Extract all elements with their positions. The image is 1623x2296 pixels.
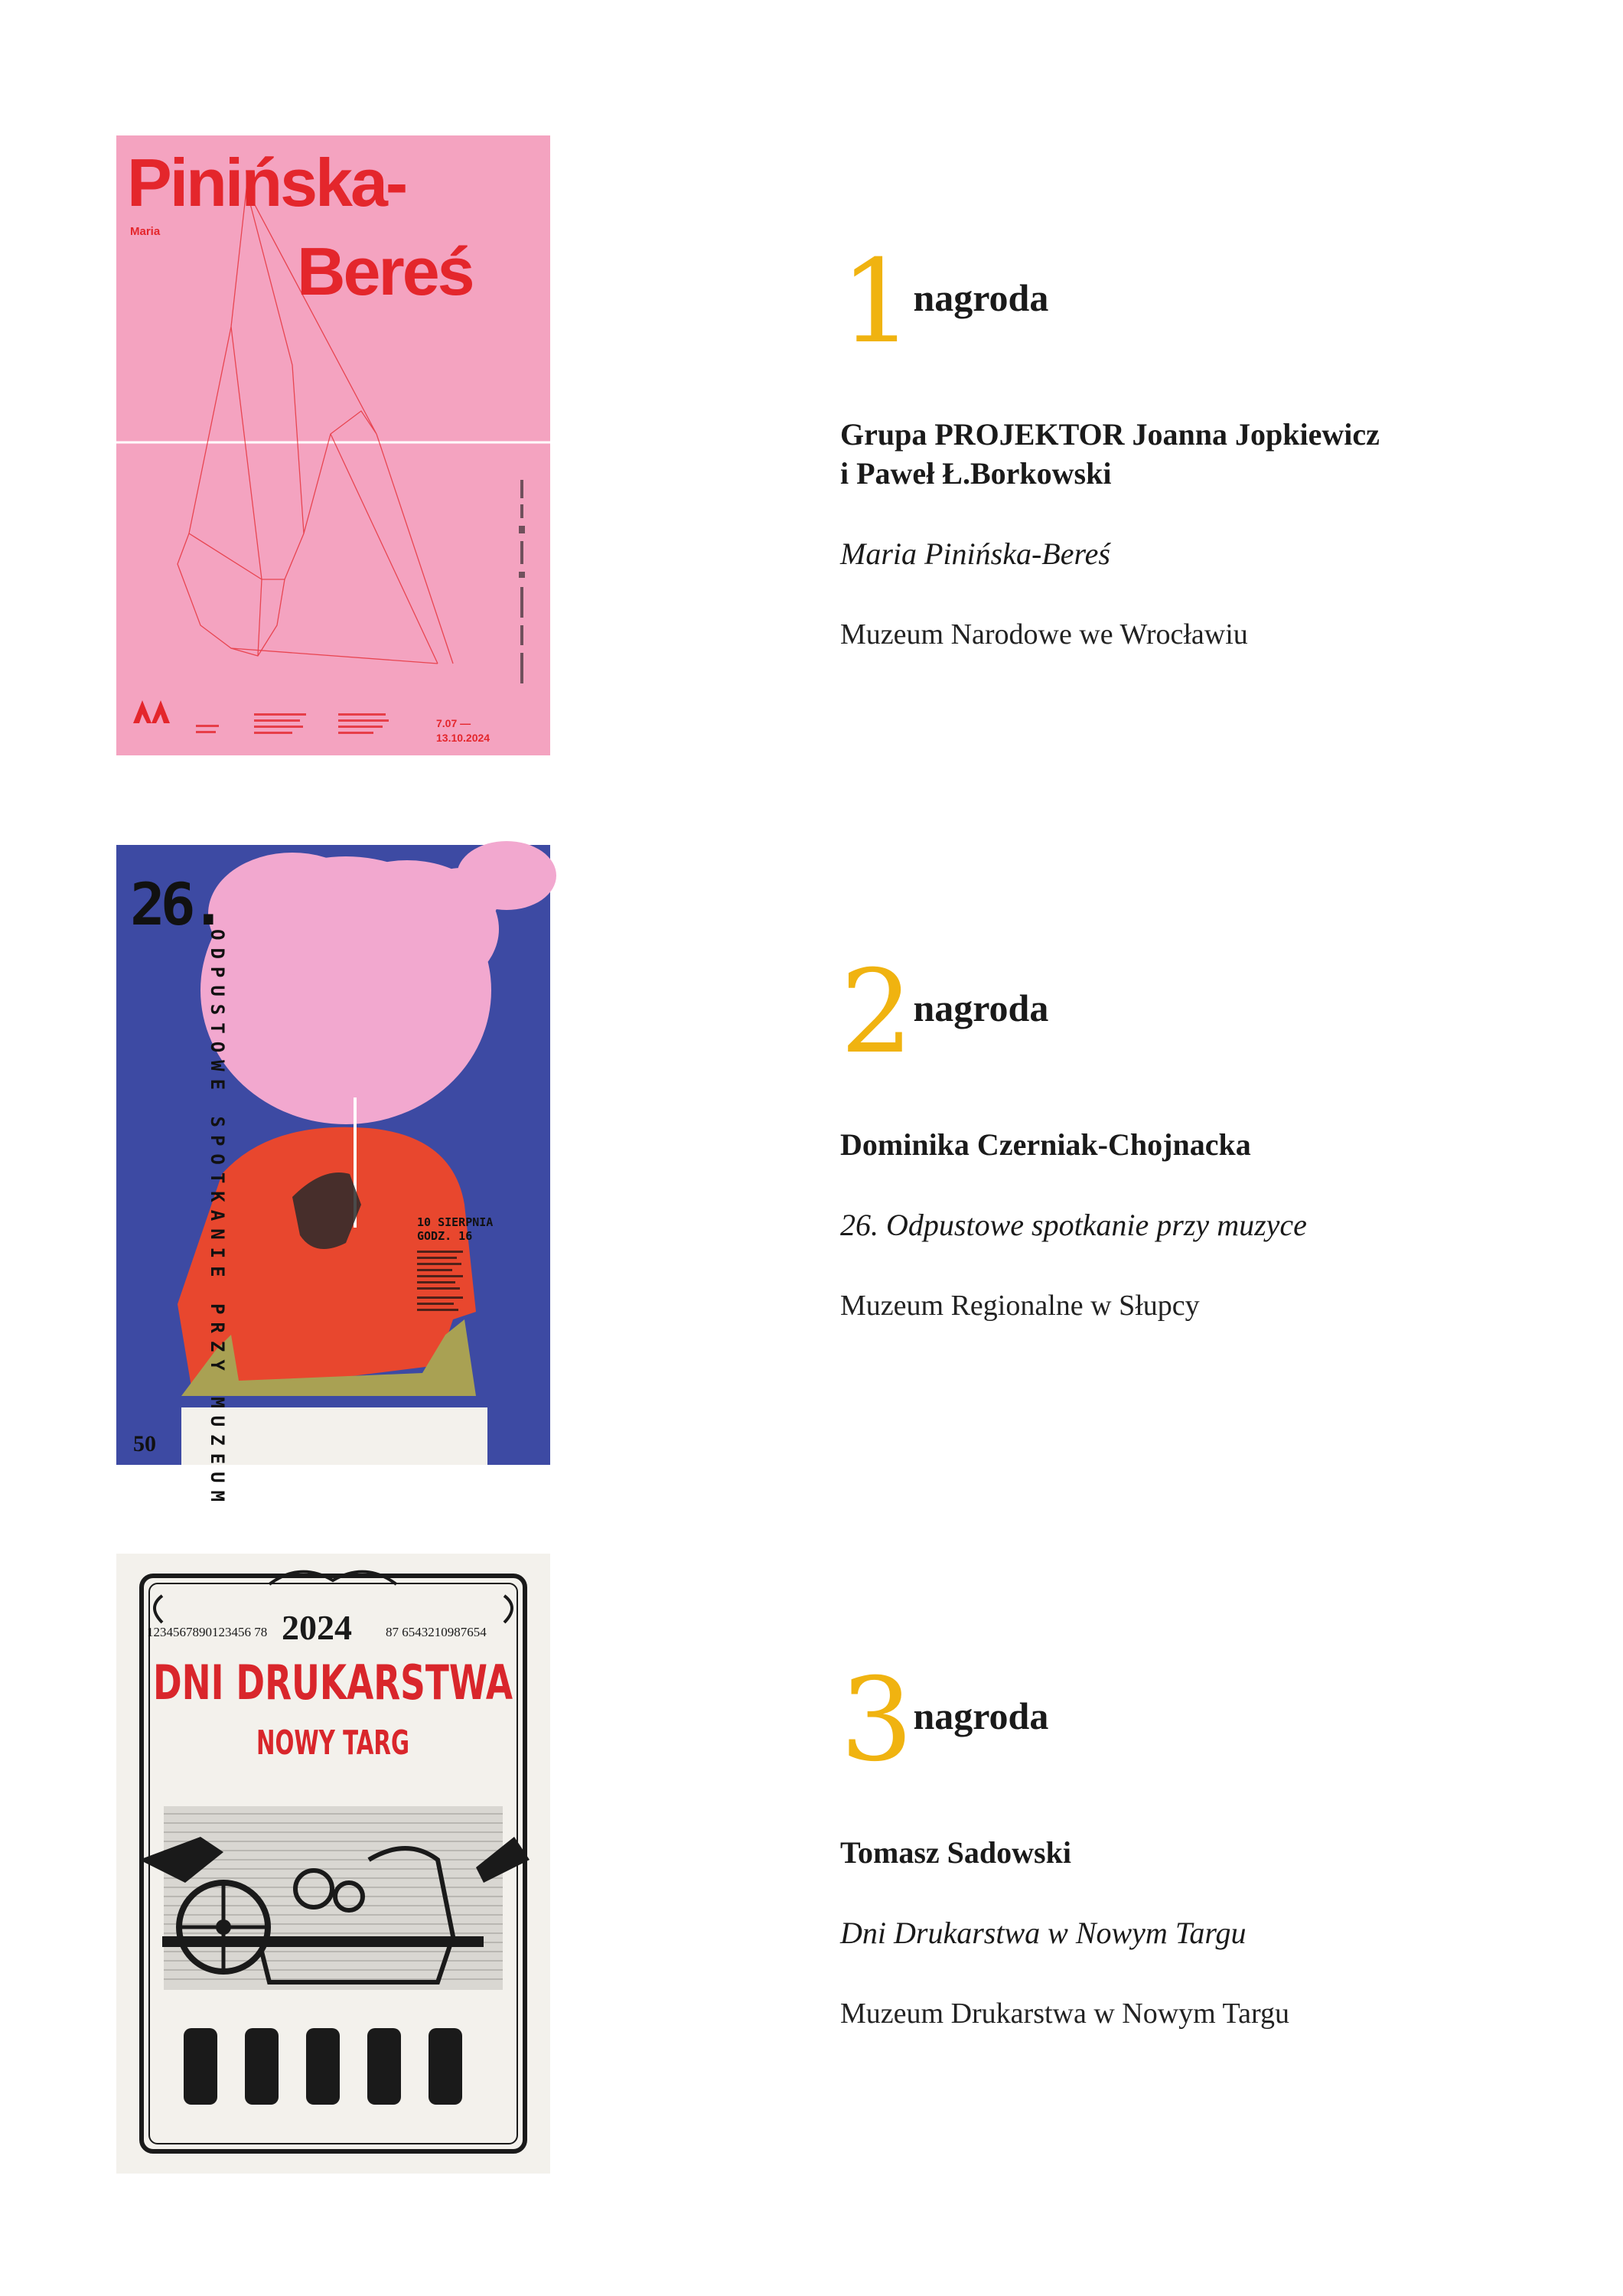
award-1-title: Maria Pinińska-Bereś	[840, 536, 1110, 572]
award-2-museum: Muzeum Regionalne w Słupcy	[840, 1290, 1200, 1322]
poster-1-dates-line2: 13.10.2024	[436, 732, 490, 744]
award-1-author	[840, 415, 1380, 493]
award-3-author-line1: Tomasz Sadowski	[840, 1835, 1071, 1870]
poster-dni-drukarstwa	[116, 1554, 550, 2174]
poster-2-anniversary: 50	[133, 1431, 156, 1456]
award-2-number: 2	[840, 946, 911, 1079]
poster-3-digits-right: 87 6543210987654	[386, 1625, 487, 1639]
award-1-heading	[840, 236, 1380, 369]
poster-1-artwork	[116, 135, 550, 755]
poster-3-heading-line2: NOWY TARG	[256, 1724, 409, 1763]
poster-3-year: 2024	[282, 1608, 352, 1647]
poster-2-date-line1: 10 SIERPNIA	[417, 1215, 494, 1229]
poster-3-press-illustration	[139, 1806, 530, 1990]
award-3-museum: Muzeum Drukarstwa w Nowym Targu	[840, 1998, 1289, 2030]
award-2	[840, 946, 1307, 1322]
poster-odpustowe-spotkanie	[116, 845, 550, 1509]
award-3	[840, 1654, 1289, 2030]
poster-2-artwork	[116, 845, 550, 1509]
award-3-label: nagroda	[913, 1694, 1049, 1737]
award-1-number: 1	[840, 236, 911, 369]
award-3-title: Dni Drukarstwa w Nowym Targu	[840, 1916, 1247, 1951]
award-2-author	[840, 1125, 1307, 1164]
award-1-author-line1: Grupa PROJEKTOR Joanna Jopkiewicz	[840, 417, 1380, 452]
award-3-heading	[840, 1654, 1289, 1787]
poster-pininska-beres	[116, 135, 550, 755]
poster-3-digits-left: 1234567890123456 78	[147, 1625, 268, 1639]
poster-1-heading-line1: Pinińska-	[127, 145, 406, 220]
poster-2-vertical-text: ODPUSTOWE SPOTKANIE PRZY MUZEUM	[207, 929, 228, 1509]
award-1-museum: Muzeum Narodowe we Wrocławiu	[840, 618, 1248, 651]
award-1-label: nagroda	[913, 276, 1049, 319]
poster-1-first-name: Maria	[130, 225, 161, 238]
poster-3-pointing-hands	[184, 2028, 462, 2105]
award-2-heading	[840, 946, 1307, 1079]
award-2-author-line1: Dominika Czerniak-Chojnacka	[840, 1127, 1251, 1162]
poster-3-artwork	[116, 1554, 550, 2174]
award-2-title: 26. Odpustowe spotkanie przy muzyce	[840, 1208, 1307, 1243]
poster-2-date-line2: GODZ. 16	[417, 1229, 473, 1243]
poster-1-dates-line1: 7.07 —	[436, 717, 471, 729]
award-2-label: nagroda	[913, 987, 1049, 1029]
poster-3-heading-line1: DNI DRUKARSTWA	[153, 1655, 513, 1711]
award-3-author	[840, 1833, 1289, 1872]
award-1	[840, 236, 1380, 651]
award-3-number: 3	[840, 1654, 911, 1787]
poster-2-edition: 26.	[130, 870, 222, 938]
award-1-author-line2: i Paweł Ł.Borkowski	[840, 456, 1112, 491]
poster-1-heading-line2: Bereś	[297, 233, 473, 309]
